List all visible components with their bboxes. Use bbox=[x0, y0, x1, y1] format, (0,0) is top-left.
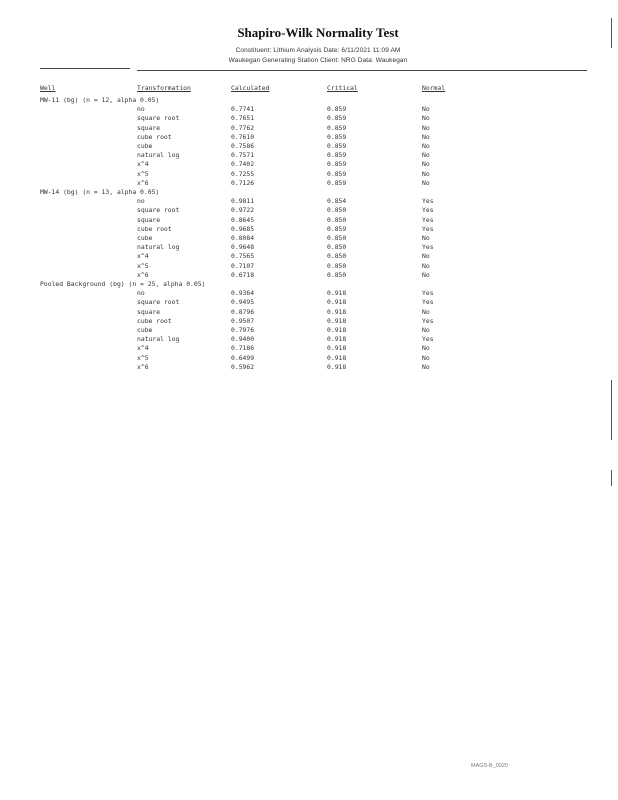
normal-cell: Yes bbox=[422, 243, 434, 252]
critical-cell: 0.859 bbox=[327, 151, 347, 160]
table-row bbox=[0, 114, 600, 123]
table-row bbox=[0, 197, 600, 206]
normal-cell: Yes bbox=[422, 197, 434, 206]
normal-cell: No bbox=[422, 123, 430, 132]
column-header-well: Well bbox=[40, 84, 56, 92]
table-row bbox=[0, 124, 600, 133]
transformation-cell: square root bbox=[137, 298, 180, 307]
document-id-footer: MAGS-B_0020 bbox=[471, 763, 508, 769]
group-label: MW-11 (bg) (n = 12, alpha 0.05) bbox=[40, 96, 160, 104]
transformation-cell: no bbox=[137, 105, 145, 114]
critical-cell: 0.859 bbox=[327, 142, 347, 150]
critical-cell: 0.850 bbox=[327, 252, 347, 261]
table-row bbox=[0, 354, 600, 363]
table-row bbox=[0, 262, 600, 271]
transformation-cell: cube root bbox=[137, 132, 172, 141]
group-header-row bbox=[0, 280, 600, 289]
critical-cell: 0.918 bbox=[327, 316, 347, 325]
column-header-critical: Critical bbox=[327, 84, 358, 92]
table-row bbox=[0, 252, 600, 261]
normal-cell: No bbox=[422, 169, 430, 178]
page-edge-mark-top bbox=[611, 18, 612, 48]
calculated-cell: 0.7762 bbox=[231, 123, 255, 132]
normal-cell: Yes bbox=[422, 206, 434, 215]
transformation-cell: x^6 bbox=[137, 270, 149, 279]
table-row bbox=[0, 151, 600, 160]
transformation-cell: natural log bbox=[137, 335, 180, 344]
calculated-cell: 0.9400 bbox=[231, 335, 255, 344]
table-row bbox=[0, 225, 600, 234]
calculated-cell: 0.7186 bbox=[231, 344, 255, 353]
critical-cell: 0.918 bbox=[327, 362, 347, 371]
normal-cell: No bbox=[422, 160, 430, 169]
transformation-cell: cube root bbox=[137, 316, 172, 325]
table-row bbox=[0, 335, 600, 344]
table-row bbox=[0, 289, 600, 298]
calculated-cell: 0.7402 bbox=[231, 160, 255, 169]
table-row bbox=[0, 179, 600, 188]
table-row bbox=[0, 326, 600, 335]
table-row bbox=[0, 160, 600, 169]
table-row bbox=[0, 170, 600, 179]
normal-cell: No bbox=[422, 178, 430, 187]
critical-cell: 0.850 bbox=[327, 270, 347, 279]
calculated-cell: 0.9364 bbox=[231, 289, 255, 298]
calculated-cell: 0.8645 bbox=[231, 215, 255, 224]
group-label: Pooled Background (bg) (n = 25, alpha 0.05) bbox=[40, 280, 206, 288]
calculated-cell: 0.9685 bbox=[231, 224, 255, 233]
transformation-cell: no bbox=[137, 289, 145, 298]
table-row bbox=[0, 234, 600, 243]
calculated-cell: 0.9495 bbox=[231, 298, 255, 307]
transformation-cell: x^6 bbox=[137, 178, 149, 187]
normal-cell: Yes bbox=[422, 224, 434, 233]
page-edge-mark-lower bbox=[611, 470, 612, 486]
critical-cell: 0.850 bbox=[327, 215, 347, 224]
table-row bbox=[0, 317, 600, 326]
transformation-cell: square bbox=[137, 307, 161, 316]
table-row bbox=[0, 308, 600, 317]
critical-cell: 0.918 bbox=[327, 307, 347, 316]
critical-cell: 0.859 bbox=[327, 178, 347, 187]
table-row bbox=[0, 105, 600, 114]
critical-cell: 0.918 bbox=[327, 326, 347, 334]
column-header-calculated: Calculated bbox=[231, 84, 270, 92]
column-header-transformation: Transformation bbox=[137, 84, 191, 92]
transformation-cell: x^4 bbox=[137, 252, 149, 261]
critical-cell: 0.850 bbox=[327, 261, 347, 270]
transformation-cell: natural log bbox=[137, 243, 180, 252]
table-row bbox=[0, 363, 600, 372]
transformation-cell: x^4 bbox=[137, 160, 149, 169]
calculated-cell: 0.8084 bbox=[231, 234, 255, 242]
table-row bbox=[0, 142, 600, 151]
critical-cell: 0.859 bbox=[327, 160, 347, 169]
transformation-cell: x^4 bbox=[137, 344, 149, 353]
normal-cell: No bbox=[422, 270, 430, 279]
transformation-cell: x^6 bbox=[137, 362, 149, 371]
page-edge-mark-middle bbox=[611, 380, 612, 440]
normal-cell: No bbox=[422, 261, 430, 270]
normal-cell: Yes bbox=[422, 316, 434, 325]
calculated-cell: 0.7571 bbox=[231, 151, 255, 160]
calculated-cell: 0.7651 bbox=[231, 114, 255, 123]
transformation-cell: square root bbox=[137, 114, 180, 123]
calculated-cell: 0.9722 bbox=[231, 206, 255, 215]
critical-cell: 0.854 bbox=[327, 197, 347, 206]
transformation-cell: cube bbox=[137, 142, 153, 150]
transformation-cell: cube root bbox=[137, 224, 172, 233]
normal-cell: Yes bbox=[422, 298, 434, 307]
group-header-row bbox=[0, 188, 600, 197]
table-row bbox=[0, 344, 600, 353]
calculated-cell: 0.6499 bbox=[231, 353, 255, 362]
normal-cell: No bbox=[422, 353, 430, 362]
critical-cell: 0.850 bbox=[327, 234, 347, 242]
calculated-cell: 0.7565 bbox=[231, 252, 255, 261]
table-row bbox=[0, 243, 600, 252]
critical-cell: 0.859 bbox=[327, 132, 347, 141]
report-title: Shapiro-Wilk Normality Test bbox=[237, 25, 399, 40]
calculated-cell: 0.7107 bbox=[231, 261, 255, 270]
calculated-cell: 0.7586 bbox=[231, 142, 255, 150]
header-rule-left bbox=[40, 68, 130, 69]
calculated-cell: 0.7610 bbox=[231, 132, 255, 141]
normal-cell: Yes bbox=[422, 335, 434, 344]
critical-cell: 0.859 bbox=[327, 169, 347, 178]
report-subtitle-analysis: Constituent: Lithium Analysis Date: 6/11/2021 11:09 AM bbox=[235, 47, 401, 54]
normal-cell: No bbox=[422, 344, 430, 353]
calculated-cell: 0.5962 bbox=[231, 362, 255, 371]
normal-cell: No bbox=[422, 326, 430, 334]
critical-cell: 0.918 bbox=[327, 335, 347, 344]
normal-cell: No bbox=[422, 234, 430, 242]
critical-cell: 0.859 bbox=[327, 224, 347, 233]
calculated-cell: 0.9648 bbox=[231, 243, 255, 252]
column-header-normal: Normal bbox=[422, 84, 446, 92]
table-row bbox=[0, 216, 600, 225]
normal-cell: No bbox=[422, 307, 430, 316]
normal-cell: No bbox=[422, 142, 430, 150]
normal-cell: No bbox=[422, 252, 430, 261]
normal-cell: No bbox=[422, 105, 430, 114]
calculated-cell: 0.8796 bbox=[231, 307, 255, 316]
normal-cell: No bbox=[422, 114, 430, 123]
transformation-cell: no bbox=[137, 197, 145, 206]
transformation-cell: x^5 bbox=[137, 353, 149, 362]
critical-cell: 0.918 bbox=[327, 344, 347, 353]
calculated-cell: 0.6718 bbox=[231, 270, 255, 279]
transformation-cell: x^5 bbox=[137, 169, 149, 178]
normal-cell: No bbox=[422, 132, 430, 141]
critical-cell: 0.859 bbox=[327, 114, 347, 123]
calculated-cell: 0.7255 bbox=[231, 169, 255, 178]
transformation-cell: x^5 bbox=[137, 261, 149, 270]
transformation-cell: natural log bbox=[137, 151, 180, 160]
critical-cell: 0.859 bbox=[327, 105, 347, 114]
table-row bbox=[0, 271, 600, 280]
transformation-cell: cube bbox=[137, 234, 153, 242]
group-header-row bbox=[0, 96, 600, 105]
report-subtitle-site: Waukegan Generating Station Client: NRG Data: Waukegan bbox=[228, 57, 408, 64]
group-label: MW-14 (bg) (n = 13, alpha 0.05) bbox=[40, 188, 160, 196]
transformation-cell: square bbox=[137, 215, 161, 224]
transformation-cell: square bbox=[137, 123, 161, 132]
calculated-cell: 0.9811 bbox=[231, 197, 255, 206]
table-row bbox=[0, 206, 600, 215]
normal-cell: No bbox=[422, 362, 430, 371]
calculated-cell: 0.7126 bbox=[231, 178, 255, 187]
critical-cell: 0.850 bbox=[327, 243, 347, 252]
critical-cell: 0.918 bbox=[327, 298, 347, 307]
header-rule-right bbox=[137, 70, 587, 71]
critical-cell: 0.918 bbox=[327, 289, 347, 298]
table-row bbox=[0, 133, 600, 142]
normal-cell: Yes bbox=[422, 215, 434, 224]
calculated-cell: 0.9507 bbox=[231, 316, 255, 325]
critical-cell: 0.859 bbox=[327, 123, 347, 132]
calculated-cell: 0.7976 bbox=[231, 326, 255, 334]
normal-cell: Yes bbox=[422, 289, 434, 298]
calculated-cell: 0.7741 bbox=[231, 105, 255, 114]
critical-cell: 0.850 bbox=[327, 206, 347, 215]
transformation-cell: square root bbox=[137, 206, 180, 215]
normal-cell: No bbox=[422, 151, 430, 160]
table-row bbox=[0, 298, 600, 307]
critical-cell: 0.918 bbox=[327, 353, 347, 362]
transformation-cell: cube bbox=[137, 326, 153, 334]
